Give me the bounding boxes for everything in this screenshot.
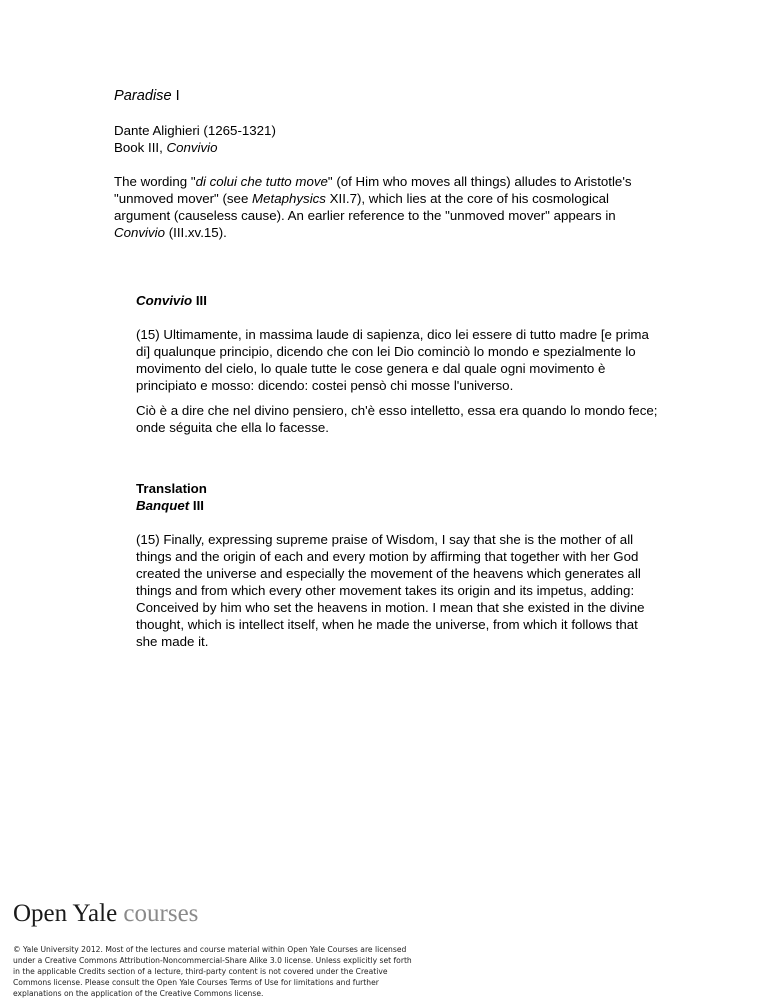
open-yale-courses-logo: Open Yale courses	[13, 900, 199, 927]
page-title: Paradise I	[114, 88, 180, 104]
translation-label: Translation	[136, 481, 207, 496]
page-footer	[13, 900, 413, 999]
license-notice: © Yale University 2012. Most of the lectures and course material within Open Yale Courses are licensed under a Creative Commons Attribution-Noncommercial-Share Alike 3.0 license. Unless explicitly set forth in the applicable Credits section of a lecture, third-party content is not covered under the Creative Commons license. Please consult the Open Yale Courses Terms of Use for limitations and further explanations on the application of the Creative Commons license.	[13, 945, 412, 998]
translation-heading: Banquet III	[136, 498, 204, 513]
original-heading: Convivio III	[136, 293, 207, 308]
book-line: Book III, Convivio	[114, 140, 218, 155]
original-text-block	[136, 292, 659, 436]
document-body	[114, 88, 659, 650]
original-paragraph-1: (15) Ultimamente, in massima laude di sapienza, dico lei essere di tutto madre [e prima di] qualunque principio, dicendo che con lei Dio cominciò lo mondo e spezialmente lo movimento del cielo, lo quale tutte le cose genera e dal quale ogni movimento è principiato e mosso: dicendo: costei pensò chi mosse l'universo.	[136, 327, 649, 393]
author-line: Dante Alighieri (1265-1321)	[114, 123, 276, 138]
translation-block	[136, 480, 659, 650]
source-info	[114, 122, 659, 156]
intro-paragraph: The wording "di colui che tutto move" (of Him who moves all things) alludes to Aristotle's "unmoved mover" (see Metaphysics XII.7), which lies at the core of his cosmological argument (causeless cause). An earlier reference to the "unmoved mover" appears in Convivio (III.xv.15).	[114, 174, 632, 240]
original-paragraph-2: Ciò è a dire che nel divino pensiero, ch'è esso intelletto, essa era quando lo mondo fece; onde séguita che ella lo facesse.	[136, 403, 658, 435]
translation-paragraph: (15) Finally, expressing supreme praise of Wisdom, I say that she is the mother of all things and the origin of each and every motion by affirming that together with her God created the universe and especially the movement of the heavens which generates all things and from which every other movement takes its origin and its impetus, adding: Conceived by him who set the heavens in motion. I mean that she existed in the divine thought, which is intellect itself, when he made the universe, from which it follows that she made it.	[136, 532, 645, 649]
